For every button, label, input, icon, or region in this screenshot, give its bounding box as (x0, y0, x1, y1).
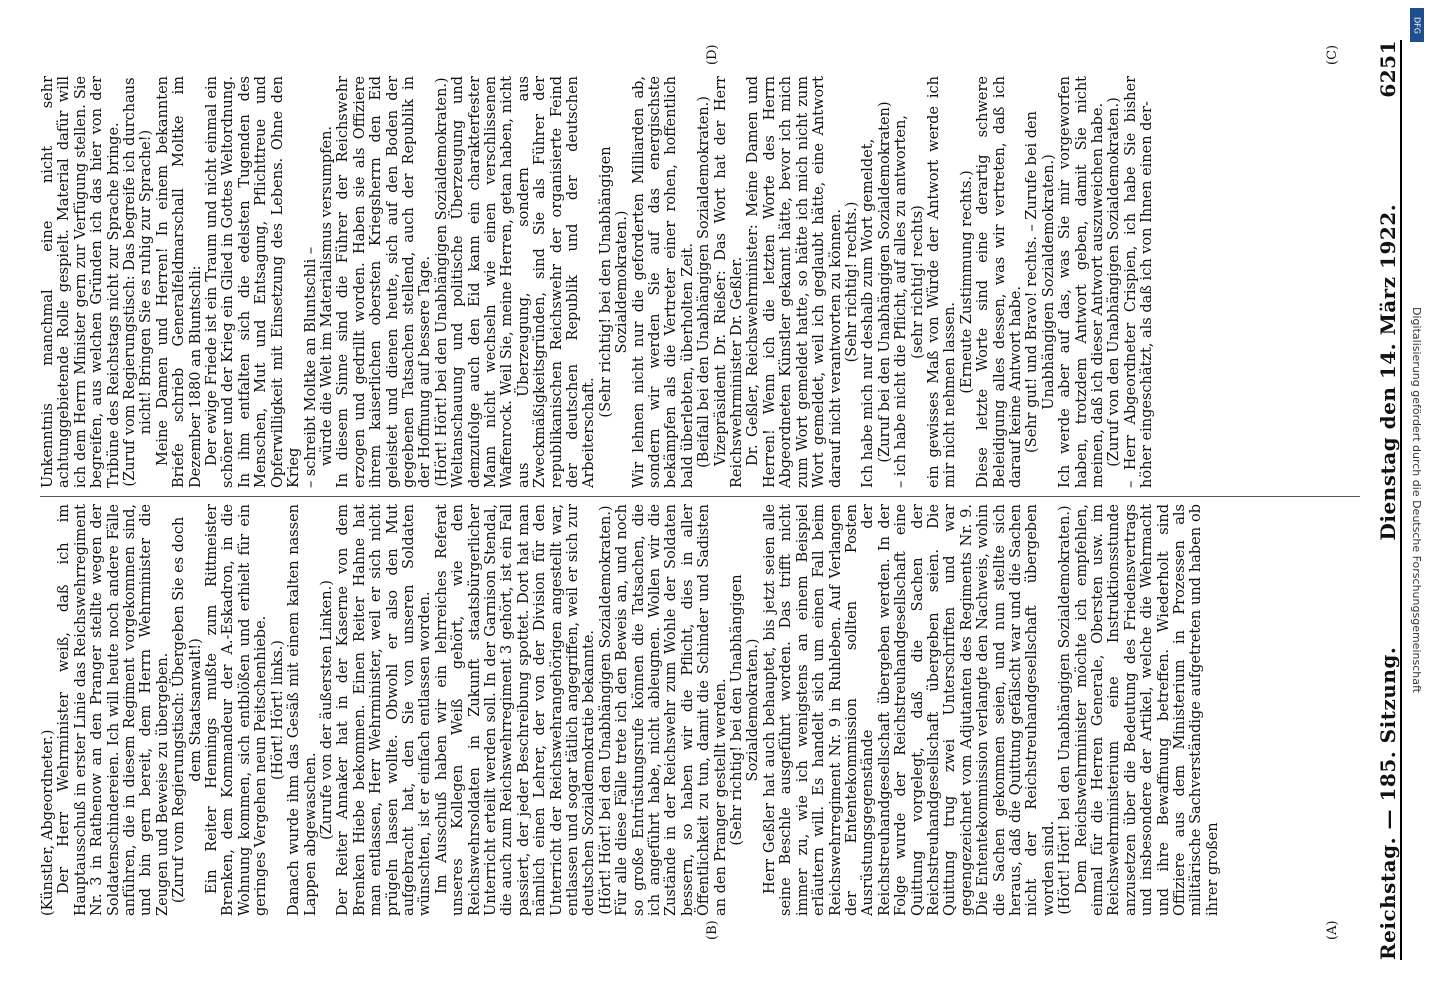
paragraph: – Herr Abgeordneter Crispien, ich habe Sie bisher höher eingeschätzt, als daß ich von Ihnen einen der- (1122, 76, 1156, 488)
paragraph: Ich werde aber auf das, was Sie mir vorgeworfen haben, trotzdem Antwort geben, damit Sie nicht meinen, daß ich dieser Antwort auszuweichen habe. (1057, 76, 1106, 488)
paragraph: Herr Geßler hat auch behauptet, bis jetzt seien alle seine Beschle ausgeführt worden. Das trifft nicht immer zu, wie ich wenigstens an einem Beispiel erläutern will. Es handelt sich um einen Fall beim Reichswehrregiment Nr. 9 in Ruhleben. Auf Verlangen der Ententekommission sollten Posten Ausrüstungsgegenstände der Reichstreuhandgesellschaft übergeben werden. In der Folge wurde der Reichstreuhandgesellschaft eine Quittung vorgelegt, daß die Sachen der Reichstreuhandgesellschaft übergeben seien. Die Quittung trug zwei Unterschriften und war gegengezeichnet vom Adjutanten des Regiments Nr. 9. Die Ententekommission verlangte den Nachweis, wohin die Sachen gekommen seien, und nun stellte sich heraus, daß die Quittung gefälscht war und die Sachen nicht der Reichstreuhandgesellschaft übergeben worden sind. (761, 504, 1057, 916)
paragraph: Dem Reichswehrminister möchte ich empfehlen, einmal für die Herren Generale, Obersten usw. im Reichswehrministerium eine Instruktionsstunde anzusetzen über die Bedeutung des Friedensvertrags und insbesondere der Artikel, welche die Wehrmacht und ihre Bewaffnung betreffen. Wiederholt sind Offiziere aus dem Ministerium in Prozessen als militärische Sachverständige aufgetreten und haben ob ihrer großen (1073, 504, 1221, 916)
marker-c: (C) (1325, 44, 1340, 65)
header-date: Dienstag den 14. März 1922. (1376, 203, 1400, 541)
paragraph: (Beifall bei den Unabhängigen Sozialdemokraten.) (696, 96, 713, 468)
paragraph: (Zurufe von der äußersten Linken.) (318, 580, 335, 840)
paragraph: (Hört! Hört! bei den Unabhängigen Sozialdemokraten.) (597, 505, 614, 915)
dfg-logo: DFG (1410, 8, 1424, 42)
header-session: Reichstag. — 185. Sitzung. (1376, 646, 1400, 960)
page-number: 6251 (1376, 40, 1400, 98)
column-divider (40, 496, 1360, 497)
page-header (1370, 40, 1402, 960)
paragraph: (Erneute Zustimmung rechts.) (958, 170, 975, 394)
paragraph: Diese letzte Worte sind eine derartig schwere Beleidigung alles dessen, was wir vertreten, daß ich darauf keine Antwort habe. (975, 76, 1024, 488)
paragraph: Im Ausschuß haben wir ein lehrreiches Referat unseres Kollegen Weiß gehört, wie den Reichswehrsoldaten in Zukunft staatsbürgerlicher Unterricht erteilt werden soll. In der Garnison Stendal, die auch zum Reichswehrregiment 3 gehört, ist ein Fall passiert, der jeder Beschreibung spottet. Dort hat man nämlich einen Lehrer, der von der Division für den Unterricht der Reichswehrangehörigen angestellt war, entlassen und sogar tätlich angegriffen, weil er sich zur deutschen Sozialdemokratie bekannte. (433, 504, 598, 916)
paragraph: (Hört! Hört! links.) (269, 640, 286, 780)
paragraph: (Sehr richtig! bei den Unabhängigen Sozialdemokraten.) (729, 574, 762, 846)
paragraph: Ein Reiter Hennings mußte zum Rittmeister Brenken, dem Kommandeur der A.-Eskadron, in die Wohnung kommen, sich entblößen und erhielt für ein geringes Vergehen neun Peitschenhiebe. (204, 504, 270, 916)
paragraph: Danach wurde ihm das Gesäß mit einem kalten nassen Lappen abgewaschen. (286, 504, 319, 916)
paragraph: In diesem Sinne sind die Führer der Reichswehr erzogen und gedrillt worden. Haben sie als Offiziere ihrem kaiserlichen obersten Kriegsherrn den Eid geleistet und dienen heute, sich auf den Boden der gegebenen Tatsachen stellend, auch der Republik in der Hoffnung auf bessere Tage. (335, 76, 434, 488)
paragraph: Weltanschauung und politische Überzeugung und demzufolge auch den Eid kann ein charakterfester Mann nicht wechseln wie einen verschlissenen Waffenrock. Weil Sie, meine Herren, getan haben, nicht aus Überzeugung, sondern aus Zweckmäßigkeitsgründen, sind Sie als Führer der republikanischen Reichswehr der organisierte Feind der deutschen Republik und der deutschen Arbeiterschaft. (450, 76, 598, 488)
paragraph: – ich habe nicht die Pflicht, auf alles zu antworten, (893, 115, 910, 488)
paragraph: Vizepräsident Dr. Rießer: Das Wort hat der Herr Reichswehrminister Dr. Geßler. (712, 76, 746, 488)
paragraph: (Hört! Hört! bei den Unabhängigen Sozialdemokraten.) (1057, 505, 1074, 915)
paragraph: (Zuruf von den Unabhängigen Sozialdemokraten.) (1106, 97, 1123, 467)
paragraph: Für alle diese Fälle trete ich den Beweis an, und noch so große Entrüstungsrufe können die Tatsachen, die ich angeführt habe, nicht ableugnen. Wollen wir die Zustände in der Reichswehr zum Wohle der Soldaten bessern, so haben wir die Pflicht, dies in aller Öffentlichkeit zu tun, damit die Schinder und Sadisten an den Pranger gestellt werden. (614, 504, 729, 916)
marker-a: (A) (1325, 920, 1340, 940)
paragraph: Dr. Geßler, Reichswehrminister: Meine Damen und Herren! Wenn ich die letzten Worte des Herrn Abgeordneten Künstler gekannt hätte, bevor ich mich zum Wort gemeldet hatte, so hätte ich mich nicht zum Wort gemeldet, weil ich geglaubt hätte, eine Antwort darauf nicht verantworten zu können. (745, 76, 844, 488)
paragraph: ein gewisses Maß von Würde der Antwort werde ich mir nicht nehmen lassen. (925, 76, 959, 488)
paragraph: (Zuruf vom Regierungstisch: Das begreife ich durchaus nicht! Bringen Sie es ruhig zur Sprache!) (122, 77, 155, 487)
paragraph: Der Herr Wehrminister weiß, daß ich im Hauptausschuß in erster Linie das Reichswehrregiment Nr. 3 in Rathenow an den Pranger stellte wegen der Soldatenschindereien. Ich will heute noch andere Fälle anführen, die in diesem Regiment vorgekommen sind, und bin gern bereit, dem Herrn Wehrminister die Zeugen und Beweise zu übergeben. (56, 504, 171, 916)
paragraph: (Zuruf bei den Unabhängigen Sozialdemokraten) (876, 101, 893, 463)
paragraph: Der Reiter Annaker hat in der Kaserne von dem Brenken Hiebe bekommen. Einen Reiter Hahne hat man entlassen, Herr Wehrminister, weil er sich nicht prügeln lassen wollte. Obwohl er also den Mut aufgebracht hat, den Sie von unseren Soldaten wünschten, ist er einfach entlassen worden. (335, 504, 434, 916)
dfg-credit-strip (1404, 0, 1430, 1000)
paragraph: Unkenntnis manchmal eine nicht sehr achtunggebietende Rolle gespielt. Material dafür will ich dem Herrn Minister gern zur Verfügung stellen. Sie begreifen, aus welchen Gründen ich das hier von der Tribüne des Reichstags nicht zur Sprache bringe. (40, 76, 122, 488)
dfg-credit-text: Digitalisierung gefördert durch die Deutsche Forschungsgemeinschaft (1410, 307, 1424, 693)
paragraph: Der ewige Friede ist ein Traum und nicht einmal ein schöner und der Krieg ein Glied in Gottes Weltordnung. In ihm entfalten sich die edelsten Tugenden des Menschen, Mut und Entsagung, Pflichttreue und Opferwilligkeit mit Einsetzung des Lebens. Ohne den Krieg (204, 76, 303, 488)
paragraph: (Hört! Hört! bei den Unabhängigen Sozialdemokraten.) (433, 77, 450, 487)
paragraph: (Zuruf vom Regierungstisch: Übergeben Sie es doch dem Staatsanwalt!) (171, 516, 204, 904)
marker-d: (D) (705, 44, 720, 65)
paragraph: (Sehr gut! und Bravo! rechts. – Zurufe bei den Unabhängigen Sozialdemokraten.) (1024, 111, 1057, 453)
paragraph: (Künstler, Abgeordneter.) (40, 729, 56, 916)
paragraph: (Sehr richtig! bei den Unabhängigen Sozialdemokraten.) (597, 146, 631, 418)
paragraph: – schreibt Moltke an Bluntschli – (302, 246, 319, 488)
paragraph: würde die Welt im Materialismus versumpfen. (318, 125, 335, 466)
text-column-right (40, 76, 1370, 488)
marker-b: (B) (705, 920, 720, 940)
paragraph: Meine Damen und Herren! In einem bekannten Briefe schrieb Generalfeldmarschall Moltke im Dezember 1880 an Bluntschli: (154, 76, 204, 488)
paragraph: Wir lehnen nicht nur die geforderten Milliarden ab, sondern wir werden Sie auf das energischste bekämpfen als die Vertreter einer rohen, hoffentlich bald überlebten, überholten Zeit. (630, 76, 696, 488)
paragraph: (sehr richtig! rechts) (909, 205, 926, 359)
paragraph: Ich habe mich nur deshalb zum Wort gemeldet, (860, 138, 877, 488)
text-column-left (40, 504, 1370, 916)
paragraph: (Sehr richtig! rechts.) (843, 201, 860, 363)
